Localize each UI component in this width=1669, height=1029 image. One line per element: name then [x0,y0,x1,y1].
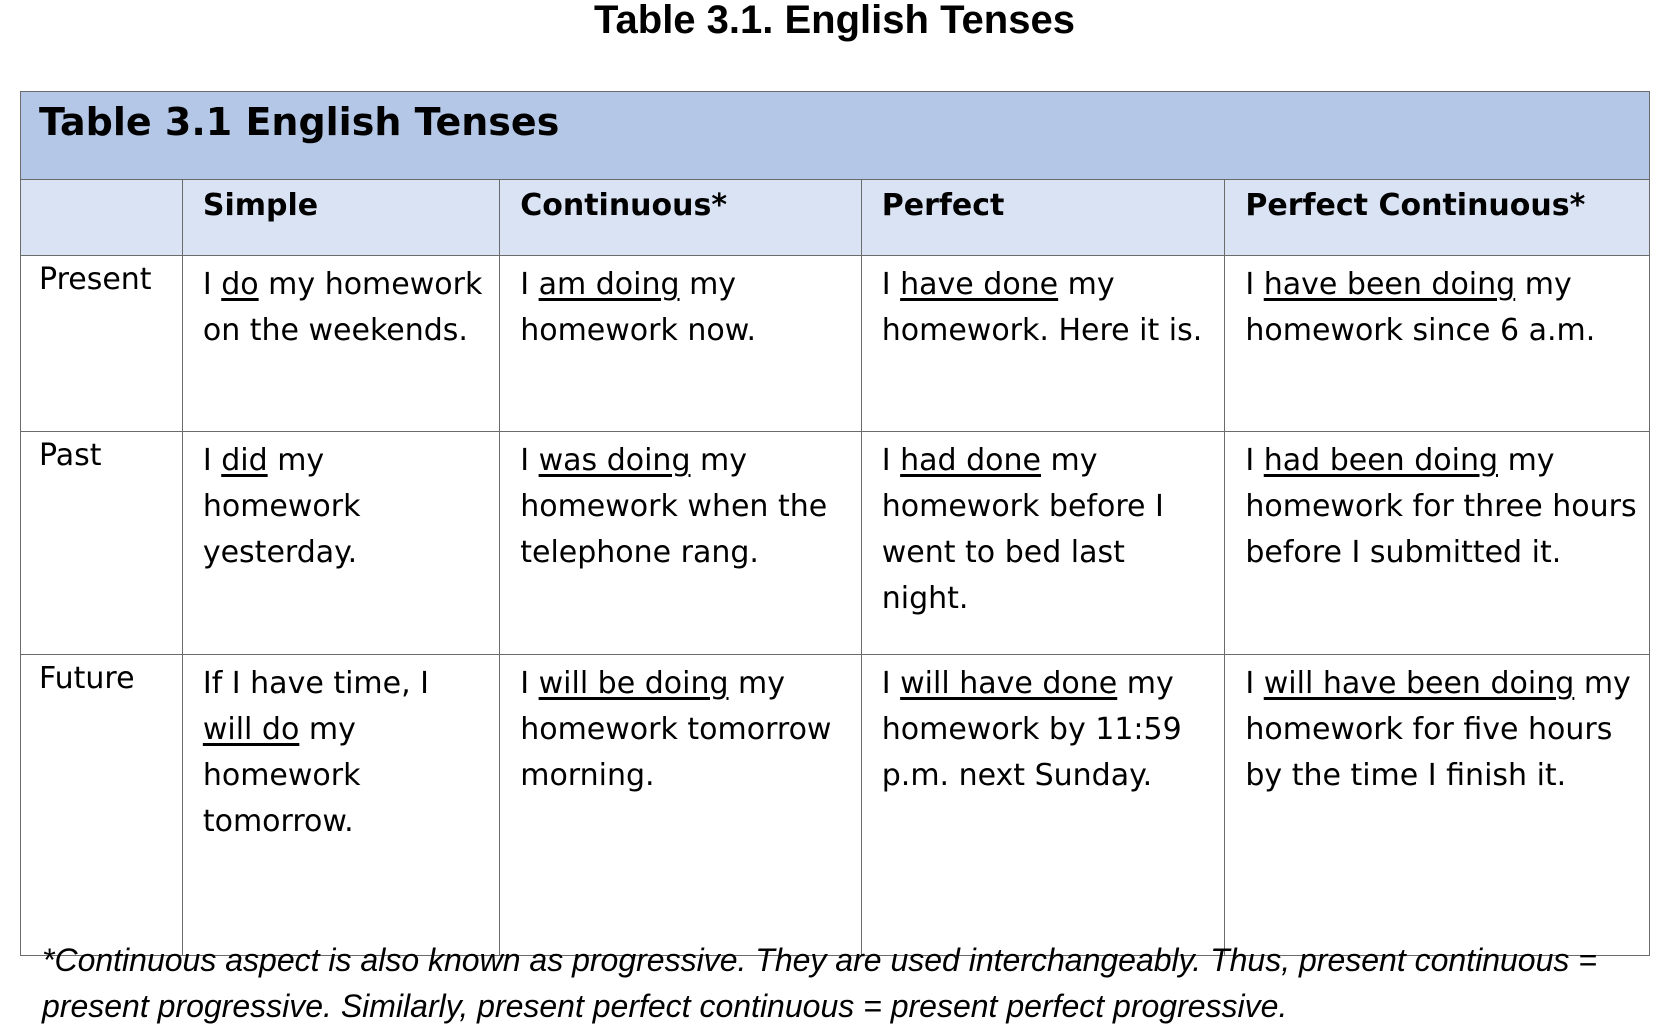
cell-past-perfect [861,432,1225,655]
header-row [21,180,1650,256]
verb-phrase: had been doing [1263,443,1499,478]
cell-text-pre: I [520,267,539,302]
table-footnote: *Continuous aspect is also known as progressive. They are used interchangeably. Thus, present continuous = present progressive. Similarly, present perfect continuous = present perfect progressive. [42,942,1597,1024]
cell-present-perfect [861,256,1225,432]
table-row-future [21,655,1650,956]
cell-text-pre: I [202,443,222,478]
verb-phrase: do [221,267,259,302]
cell-future-simple [182,655,499,956]
verb-phrase: had done [900,443,1041,478]
cell-past-continuous [500,432,862,655]
header-cell-blank [21,180,183,256]
cell-text-post: my homework yesterday. [202,443,361,570]
row-label-present: Present [21,256,183,432]
cell-text-post: my homework by 11:59 p.m. next Sunday. [881,666,1182,793]
cell-text-pre: If I have time, I [202,666,430,701]
cell-future-perfect [861,655,1225,956]
cell-text-pre: I [881,267,901,302]
cell-text-pre: I [881,443,901,478]
verb-phrase: was doing [538,443,691,478]
header-cell-perfect-continuous: Perfect Continuous* [1225,180,1650,256]
cell-text-pre: I [1245,267,1264,302]
header-cell-continuous: Continuous* [500,180,862,256]
cell-present-continuous [500,256,862,432]
verb-phrase: did [221,443,268,478]
cell-text-pre: I [202,267,222,302]
cell-text-post: my homework for five hours by the time I finish it. [1245,666,1631,793]
cell-text-post: my homework on the weekends. [202,267,483,348]
verb-phrase: will do [202,712,300,747]
verb-phrase: will be doing [538,666,729,701]
cell-past-simple [182,432,499,655]
row-label-future: Future [21,655,183,956]
cell-text-pre: I [1245,666,1264,701]
header-cell-simple: Simple [182,180,499,256]
cell-text-pre: I [1245,443,1264,478]
cell-text-pre: I [520,443,539,478]
cell-text-post: my homework when the telephone rang. [520,443,828,570]
verb-phrase: will have been doing [1263,666,1575,701]
cell-text-post: my homework since 6 a.m. [1245,267,1596,348]
cell-text-post: my homework for three hours before I submitted it. [1245,443,1637,570]
table-row-present [21,256,1650,432]
cell-text-post: my homework tomorrow morning. [520,666,832,793]
page-caption: Table 3.1. English Tenses [594,0,1075,42]
table-title: Table 3.1 English Tenses [21,92,1650,180]
verb-phrase: have been doing [1263,267,1516,302]
tenses-table [20,91,1650,956]
cell-present-perfect-continuous [1225,256,1650,432]
cell-text-post: my homework now. [520,267,757,348]
cell-text-post: my homework before I went to bed last night. [881,443,1164,616]
cell-text-post: my homework tomorrow. [202,712,361,839]
cell-future-continuous [500,655,862,956]
row-label-past: Past [21,432,183,655]
verb-phrase: have done [900,267,1059,302]
cell-present-simple [182,256,499,432]
cell-past-perfect-continuous [1225,432,1650,655]
verb-phrase: will have done [900,666,1118,701]
cell-text-pre: I [881,666,901,701]
verb-phrase: am doing [538,267,680,302]
cell-text-post: my homework. Here it is. [881,267,1203,348]
cell-future-perfect-continuous [1225,655,1650,956]
header-cell-perfect: Perfect [861,180,1225,256]
table-row-past [21,432,1650,655]
cell-text-pre: I [520,666,539,701]
